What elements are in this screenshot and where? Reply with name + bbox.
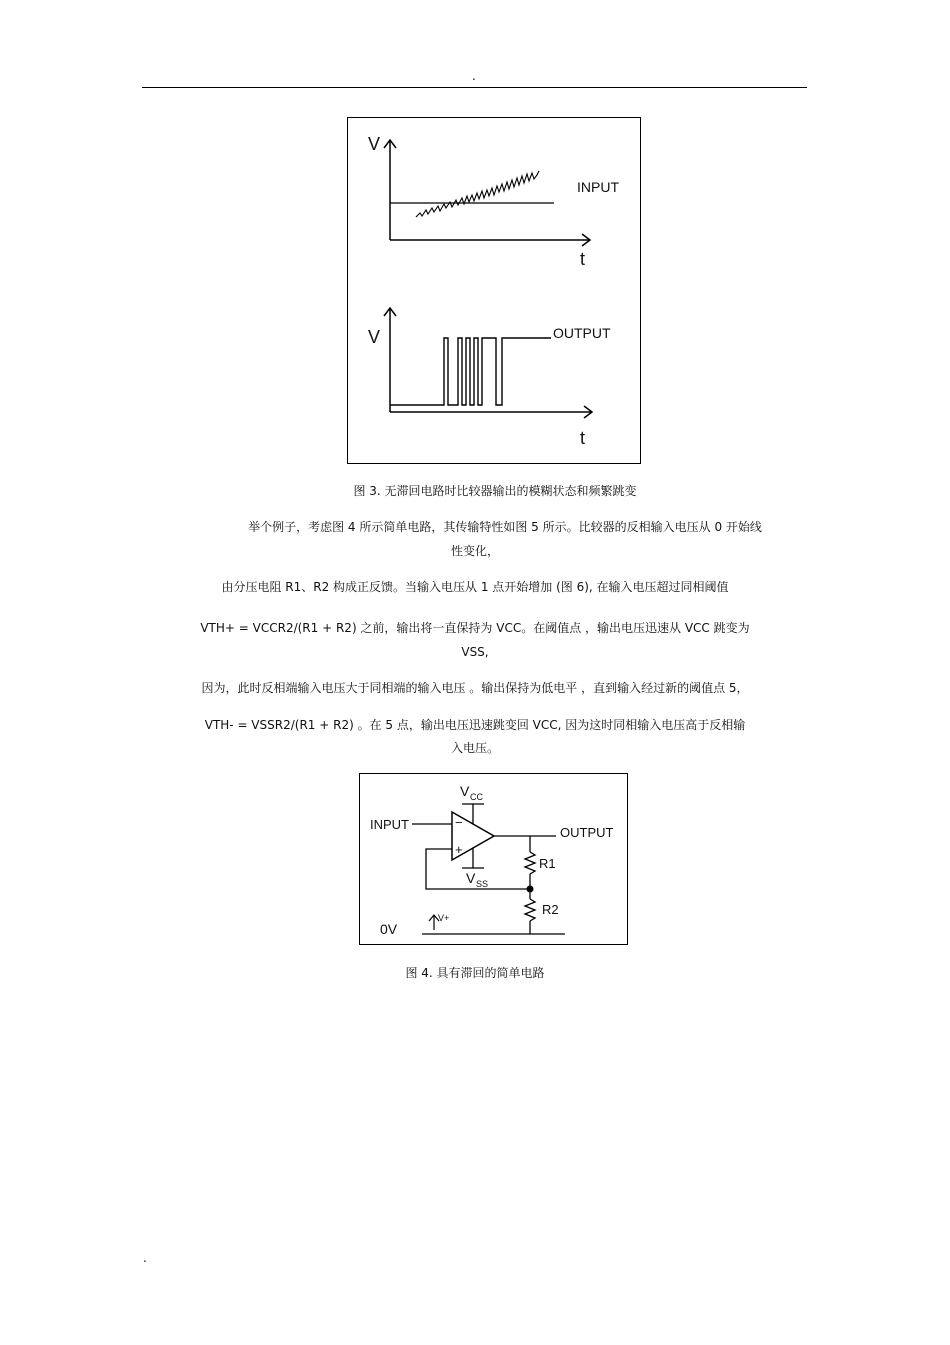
noisy-input-signal — [416, 171, 539, 217]
header-mark: . — [472, 69, 476, 83]
input-v-label: V — [368, 134, 381, 154]
paragraph-line-3: 由分压电阻 R1、R2 构成正反馈。当输入电压从 1 点开始增加 (图 6), 在输入电压超过同相阈值 — [221, 580, 729, 594]
input-label: INPUT — [370, 817, 409, 832]
ground-label: 0V — [380, 921, 398, 937]
paragraph-line-1: 举个例子，考虑图 4 所示简单电路，其传输特性如图 5 所示。比较器的反相输入电压从 0 开始线 — [248, 520, 762, 534]
vss-sub: SS — [476, 879, 489, 889]
vss-main: V — [466, 870, 476, 886]
figure-3-caption: 图 3. 无滞回电路时比较器输出的模糊状态和频繁跳变 — [353, 484, 637, 498]
paragraph-line-4: VTH+ = VCCR2/(R1 + R2) 之前，输出将一直保持为 VCC。在阈值点 ，输出电压迅速从 VCC 跳变为 — [200, 621, 750, 635]
paragraph-line-5: VSS, — [461, 645, 489, 659]
input-label: INPUT — [577, 179, 619, 195]
output-t-label: t — [580, 428, 586, 448]
paragraph-line-7: VTH- = VSSR2/(R1 + R2) 。在 5 点，输出电压迅速跳变回 VCC, 因为这时同相输入电压高于反相输 — [204, 718, 746, 732]
vcc-main: V — [460, 783, 470, 799]
paragraph-line-2: 性变化， — [450, 544, 499, 558]
vcc-sub: CC — [470, 792, 483, 802]
header-rule — [142, 87, 807, 88]
figure-3-graphic — [348, 118, 642, 465]
vplus-label: V+ — [438, 913, 450, 923]
input-t-label: t — [580, 249, 586, 269]
output-v-label: V — [368, 327, 381, 347]
op-amp-plus-sign: + — [455, 842, 463, 857]
r1-label: R1 — [539, 856, 556, 871]
output-label: OUTPUT — [560, 825, 614, 840]
r2-label: R2 — [542, 902, 559, 917]
paragraph-line-8: 入电压。 — [450, 741, 499, 755]
r2-resistor — [525, 899, 535, 921]
footer-mark: . — [143, 1251, 147, 1265]
op-amp-minus-sign: − — [455, 815, 463, 830]
output-label: OUTPUT — [553, 325, 611, 341]
r1-resistor — [525, 852, 535, 874]
figure-4-graphic — [360, 774, 629, 946]
paragraph-line-6: 因为，此时反相端输入电压大于同相端的输入电压 。输出保持为低电平 ，直到输入经过新的阈值点 5， — [201, 681, 749, 695]
figure-4 — [359, 773, 628, 945]
output-square-wave — [390, 338, 551, 405]
figure-4-caption: 图 4. 具有滞回的简单电路 — [405, 966, 545, 980]
figure-3 — [347, 117, 641, 464]
